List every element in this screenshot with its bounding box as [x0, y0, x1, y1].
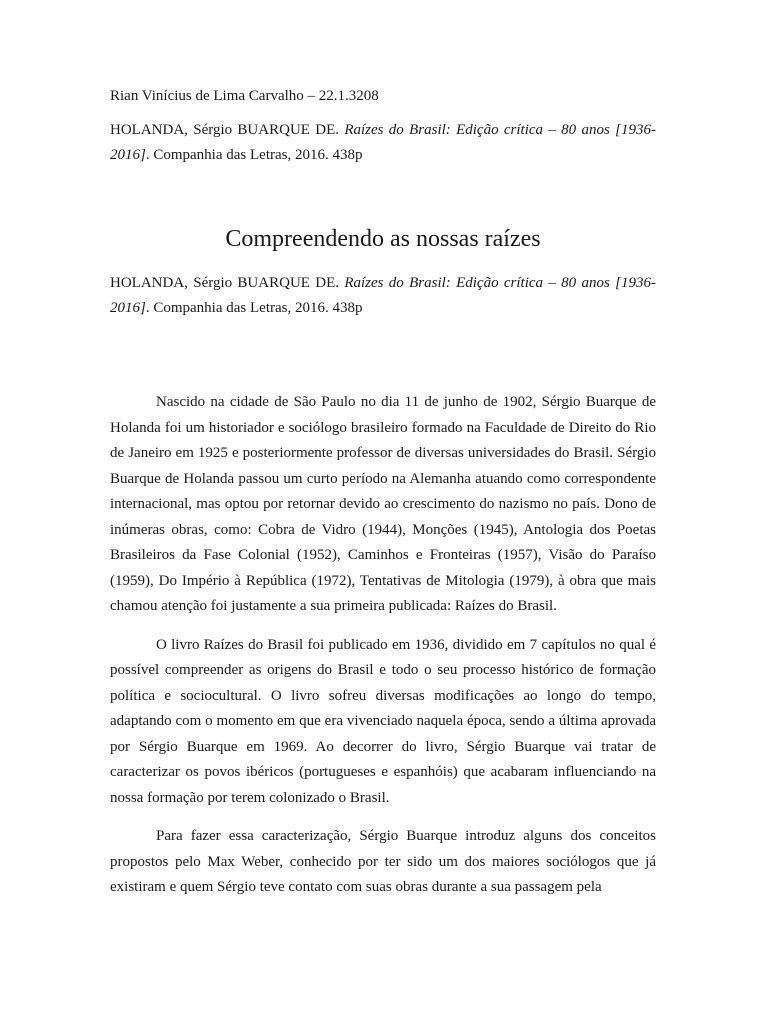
paragraph: Nascido na cidade de São Paulo no dia 11 de junho de 1902, Sérgio Buarque de Holanda foi um historiador e sociólogo brasileiro formado na Faculdade de Direito do Rio de Janeiro em 1925 e posteriormente professor de diversas universidades do Brasil. Sérgio Buarque de Holanda passou um curto período na Alemanha atuando como correspondente internacional, mas optou por retornar devido ao crescimento do nazismo no país. Dono de inúmeras obras, como: Cobra de Vidro (1944), Monções (1945), Antologia dos Poetas Brasileiros da Fase Colonial (1952), Caminhos e Fronteiras (1957), Visão do Paraíso (1959), Do Império à República (1972), Tentativas de Mitologia (1979), à obra que mais chamou atenção foi justamente a sua primeira publicada: Raízes do Brasil. [110, 394, 656, 614]
document-title: Compreendendo as nossas raízes [225, 226, 541, 252]
paragraph: Para fazer essa caracterização, Sérgio Buarque introduz alguns dos conceitos propostos pelo Max Weber, conhecido por ter sido um dos maiores sociólogos que já existiram e quem Sérgio teve contato com suas obras durante a sua passagem pela [110, 828, 656, 895]
reference-top [110, 118, 656, 168]
reference-book-title: Raízes do Brasil: Edição crítica – 80 anos [1936-2016] [110, 122, 656, 163]
reference-bottom [110, 271, 656, 321]
paragraph: O livro Raízes do Brasil foi publicado em 1936, dividido em 7 capítulos no qual é possível compreender as origens do Brasil e todo o seu processo histórico de formação política e sociocultural. O livro sofreu diversas modificações ao longo do tempo, adaptando com o momento em que era vivenciado naquela época, sendo a última aprovada por Sérgio Buarque em 1969. Ao decorrer do livro, Sérgio Buarque vai tratar de caracterizar os povos ibéricos (portugueses e espanhóis) que acabaram influenciando na nossa formação por terem colonizado o Brasil. [110, 636, 656, 806]
reference-authors: HOLANDA, Sérgio BUARQUE DE. [110, 275, 345, 291]
author-line: Rian Vinícius de Lima Carvalho – 22.1.3208 [110, 88, 379, 104]
reference-publisher: . Companhia das Letras, 2016. 438p [145, 147, 363, 163]
reference-publisher: . Companhia das Letras, 2016. 438p [145, 300, 363, 316]
reference-book-title: Raízes do Brasil: Edição crítica – 80 anos [1936-2016] [110, 275, 656, 316]
reference-authors: HOLANDA, Sérgio BUARQUE DE. [110, 122, 345, 138]
body-text [110, 390, 656, 914]
